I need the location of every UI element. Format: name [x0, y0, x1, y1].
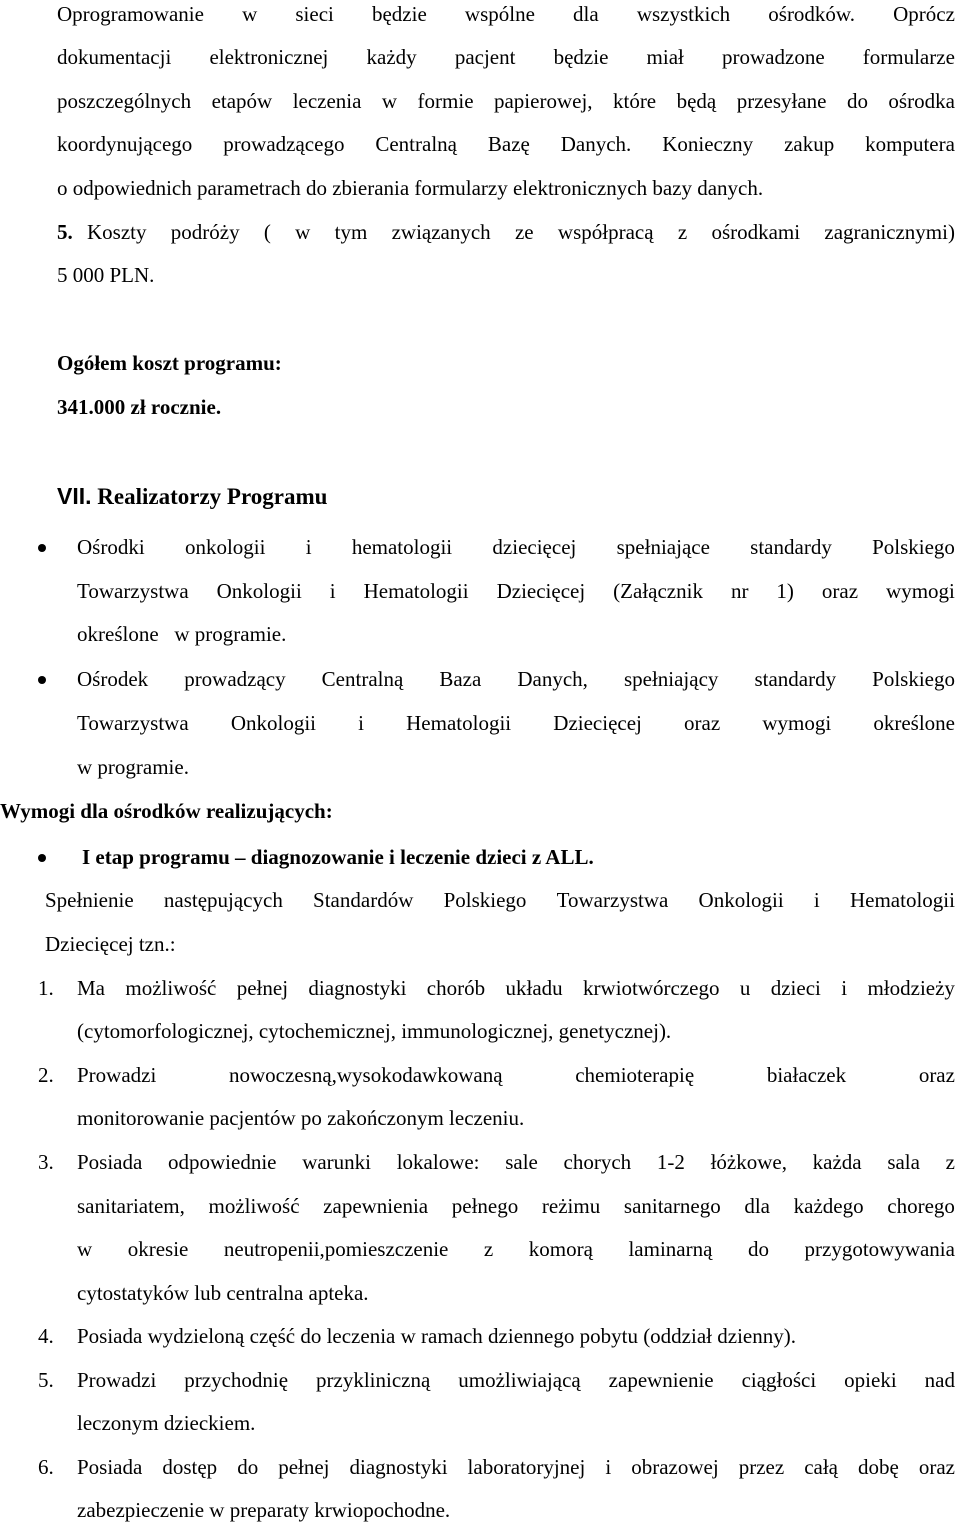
intro-line-1	[57, 1, 955, 27]
word: prowadzący	[184, 667, 286, 691]
word: i	[305, 535, 312, 559]
intro-line-3	[57, 88, 955, 114]
word: pełnej	[236, 976, 289, 1000]
word: dostęp	[162, 1455, 218, 1479]
word: chorób	[426, 976, 486, 1000]
word: możliwość	[208, 1194, 300, 1218]
word: przygotowywania	[804, 1237, 955, 1261]
word: będzie	[371, 2, 427, 26]
word: tym	[334, 220, 368, 244]
bullet-1-line-3: określone w programie.	[77, 622, 287, 646]
word: dla	[744, 1194, 770, 1218]
bullet-icon	[38, 544, 46, 552]
word: Posiada	[77, 1455, 143, 1479]
req-item-1-line-2: (cytomorfologicznej, cytochemicznej, immunologicznej, genetycznej).	[77, 1019, 672, 1043]
word: przesyłane	[736, 89, 827, 113]
requirements-heading: Wymogi dla ośrodków realizujących:	[0, 799, 333, 823]
word: chemioterapię	[575, 1063, 695, 1087]
word: związanych	[391, 220, 491, 244]
req-item-4-number: 4.	[38, 1324, 54, 1348]
word: ośrodków.	[768, 2, 855, 26]
word: następujących	[163, 888, 283, 912]
req-item-5-line-2: leczonym dzieckiem.	[77, 1411, 256, 1435]
word: krwiotwórczego	[583, 976, 720, 1000]
word: ośrodkami	[711, 220, 801, 244]
word: Towarzystwa	[556, 888, 669, 912]
word: neutropenii,pomieszczenie	[223, 1237, 449, 1261]
word: Towarzystwa	[77, 579, 189, 603]
word: Danych.	[560, 132, 632, 156]
word: zakup	[784, 132, 835, 156]
word: diagnostyki	[308, 976, 407, 1000]
word: do	[747, 1237, 769, 1261]
word: warunki	[302, 1150, 372, 1174]
word: sanitarnego	[623, 1194, 721, 1218]
word: hematologii	[351, 535, 453, 559]
word: przychodnię	[184, 1368, 289, 1392]
word: w	[381, 89, 398, 113]
section-heading	[57, 482, 327, 510]
word: w	[295, 220, 311, 244]
word: Towarzystwa	[77, 711, 189, 735]
bullet-1-line-2	[77, 578, 955, 604]
word: pełnej	[278, 1455, 330, 1479]
word: i	[813, 888, 820, 912]
word: Prowadzi	[77, 1368, 157, 1392]
req-item-2-number: 2.	[38, 1063, 54, 1087]
word: zapewnienie	[608, 1368, 714, 1392]
req-item-6-line-2: zabezpieczenie w preparaty krwiopochodne.	[77, 1498, 451, 1522]
word: Oprócz	[893, 2, 955, 26]
word: dokumentacji	[57, 45, 172, 69]
word: Danych,	[517, 667, 588, 691]
word: łóżkowe,	[710, 1150, 787, 1174]
word: komputera	[865, 132, 955, 156]
intro-line-2	[57, 44, 955, 70]
word: będą	[676, 89, 717, 113]
word: odpowiednie	[168, 1150, 277, 1174]
word: do	[846, 89, 868, 113]
word: i	[358, 711, 364, 735]
word: Polskiego	[872, 667, 955, 691]
section-number: VII.	[57, 483, 92, 509]
req-item-3-line-1	[77, 1149, 955, 1175]
word: onkologii	[184, 535, 266, 559]
word: nr	[730, 579, 749, 603]
word: formie	[417, 89, 474, 113]
word: Hematologii	[406, 711, 512, 735]
req-item-3-line-3	[77, 1236, 955, 1262]
word: etapów	[211, 89, 273, 113]
word: każdy	[366, 45, 417, 69]
req-item-2-line-2: monitorowanie pacjentów po zakończonym leczeniu.	[77, 1106, 525, 1130]
word: określone	[873, 711, 955, 735]
word: ze	[514, 220, 534, 244]
word: Onkologii	[698, 888, 784, 912]
word: oraz	[918, 1455, 955, 1479]
word: 1)	[776, 579, 794, 603]
word: zagranicznymi)	[824, 220, 955, 244]
word: będzie	[553, 45, 609, 69]
word: Spełnienie	[45, 888, 134, 912]
word: ośrodka	[888, 89, 955, 113]
word: wszystkich	[636, 2, 731, 26]
word: wspólne	[464, 2, 535, 26]
req-item-5-number: 5.	[38, 1368, 54, 1392]
word: Centralną	[375, 132, 457, 156]
total-value: 341.000 zł rocznie.	[57, 395, 222, 419]
word: prowadzone	[722, 45, 825, 69]
word: ciągłości	[741, 1368, 817, 1392]
word: 1-2	[656, 1150, 685, 1174]
word: Prowadzi	[77, 1063, 157, 1087]
word: Hematologii	[849, 888, 955, 912]
word: Konieczny	[662, 132, 754, 156]
req-item-1-line-1	[77, 975, 955, 1001]
word: każdego	[793, 1194, 864, 1218]
word: spełniające	[616, 535, 710, 559]
word: Baza	[439, 667, 482, 691]
word: koordynującego	[57, 132, 193, 156]
word: Ośrodki	[77, 535, 145, 559]
word: formularze	[862, 45, 955, 69]
word: sanitariatem,	[77, 1194, 185, 1218]
word: dla	[573, 2, 599, 26]
word: młodzieży	[867, 976, 955, 1000]
word: możliwość	[125, 976, 217, 1000]
word: chorego	[887, 1194, 955, 1218]
word: lokalowe:	[396, 1150, 480, 1174]
word: oraz	[684, 711, 721, 735]
req-item-5-line-1	[77, 1367, 955, 1393]
req-item-3-number: 3.	[38, 1150, 54, 1174]
req-item-4-line-1: Posiada wydzieloną część do leczenia w ramach dziennego pobytu (oddział dzienny).	[77, 1324, 796, 1348]
word: Oprogramowanie	[57, 2, 204, 26]
word: miał	[646, 45, 684, 69]
word: przykliniczną	[316, 1368, 431, 1392]
word: dziecięcej	[492, 535, 577, 559]
word: układu	[505, 976, 563, 1000]
word: całą	[804, 1455, 838, 1479]
word: i	[605, 1455, 612, 1479]
word: nowoczesną,wysokodawkowaną	[229, 1063, 503, 1087]
word: zapewnienia	[323, 1194, 429, 1218]
word: wymogi	[762, 711, 832, 735]
word: Polskiego	[443, 888, 527, 912]
word: każda	[812, 1150, 862, 1174]
bullet-icon	[38, 854, 46, 862]
word: elektronicznej	[209, 45, 329, 69]
req-item-2-line-1	[77, 1062, 955, 1088]
word: Standardów	[313, 888, 414, 912]
word: do	[237, 1455, 259, 1479]
word: leczenia	[292, 89, 362, 113]
word: (	[263, 220, 271, 244]
word: Onkologii	[230, 711, 316, 735]
bullet-icon	[38, 676, 46, 684]
word: obrazowej	[631, 1455, 719, 1479]
word: białaczek	[766, 1063, 847, 1087]
word: nad	[924, 1368, 955, 1392]
word: i	[841, 976, 848, 1000]
req-item-3-line-4: cytostatyków lub centralna apteka.	[77, 1281, 369, 1305]
word: sale	[505, 1150, 538, 1174]
word: Centralną	[321, 667, 404, 691]
word: Dziecięcej	[553, 711, 642, 735]
word: sieci	[295, 2, 334, 26]
requirements-intro-line-2: Dziecięcej tzn.:	[45, 932, 176, 956]
word: Hematologii	[363, 579, 469, 603]
word: standardy	[750, 535, 832, 559]
word: Onkologii	[216, 579, 302, 603]
word: współpracą	[557, 220, 654, 244]
word: komorą	[528, 1237, 593, 1261]
total-label: Ogółem koszt programu:	[57, 351, 282, 375]
stage-heading: I etap programu – diagnozowanie i leczenie dzieci z ALL.	[82, 845, 594, 869]
word: Ośrodek	[77, 667, 149, 691]
word: Bazę	[487, 132, 530, 156]
word: okresie	[127, 1237, 189, 1261]
word: i	[329, 579, 336, 603]
word: Posiada	[77, 1150, 143, 1174]
word: spełniający	[623, 667, 719, 691]
word: pacjent	[454, 45, 516, 69]
word: Dziecięcej	[496, 579, 586, 603]
word: z	[945, 1150, 955, 1174]
bullet-2-line-1	[77, 666, 955, 692]
word: z	[677, 220, 688, 244]
item-5-line-2: 5 000 PLN.	[57, 263, 155, 287]
word: (Załącznik	[613, 579, 703, 603]
word: standardy	[754, 667, 837, 691]
word: Koszty	[87, 220, 147, 244]
item-5-number: 5.	[57, 220, 73, 244]
word: opieki	[844, 1368, 897, 1392]
word: pełnego	[451, 1194, 519, 1218]
section-title: Realizatorzy Programu	[97, 484, 328, 509]
word: w	[242, 2, 258, 26]
word: dzieci	[770, 976, 821, 1000]
intro-line-4	[57, 131, 955, 157]
req-item-6-line-1	[77, 1454, 955, 1480]
word: poszczególnych	[57, 89, 192, 113]
item-5-line-1	[57, 219, 955, 245]
word: laminarną	[628, 1237, 713, 1261]
req-item-6-number: 6.	[38, 1455, 54, 1479]
word: oraz	[821, 579, 859, 603]
word: laboratoryjnej	[467, 1455, 586, 1479]
word: z	[483, 1237, 494, 1261]
word: umożliwiającą	[458, 1368, 581, 1392]
word: Ma	[77, 976, 105, 1000]
word: w	[77, 1237, 93, 1261]
word: przez	[738, 1455, 785, 1479]
word: oraz	[918, 1063, 955, 1087]
bullet-2-line-3: w programie.	[77, 755, 189, 779]
bullet-2-line-2	[77, 710, 955, 736]
req-item-1-number: 1.	[38, 976, 54, 1000]
requirements-intro-line-1	[45, 887, 955, 913]
word: Polskiego	[872, 535, 955, 559]
word: chorych	[563, 1150, 632, 1174]
word: które	[612, 89, 657, 113]
word: wymogi	[886, 579, 955, 603]
word: papierowej,	[493, 89, 593, 113]
word: dobę	[858, 1455, 899, 1479]
word: diagnostyki	[349, 1455, 448, 1479]
word: reżimu	[541, 1194, 601, 1218]
word: sala	[887, 1150, 920, 1174]
bullet-1-line-1	[77, 534, 955, 560]
word: podróży	[170, 220, 240, 244]
intro-line-5: o odpowiednich parametrach do zbierania formularzy elektronicznych bazy danych.	[57, 176, 764, 200]
word: prowadzącego	[223, 132, 345, 156]
word: u	[739, 976, 751, 1000]
req-item-3-line-2	[77, 1193, 955, 1219]
